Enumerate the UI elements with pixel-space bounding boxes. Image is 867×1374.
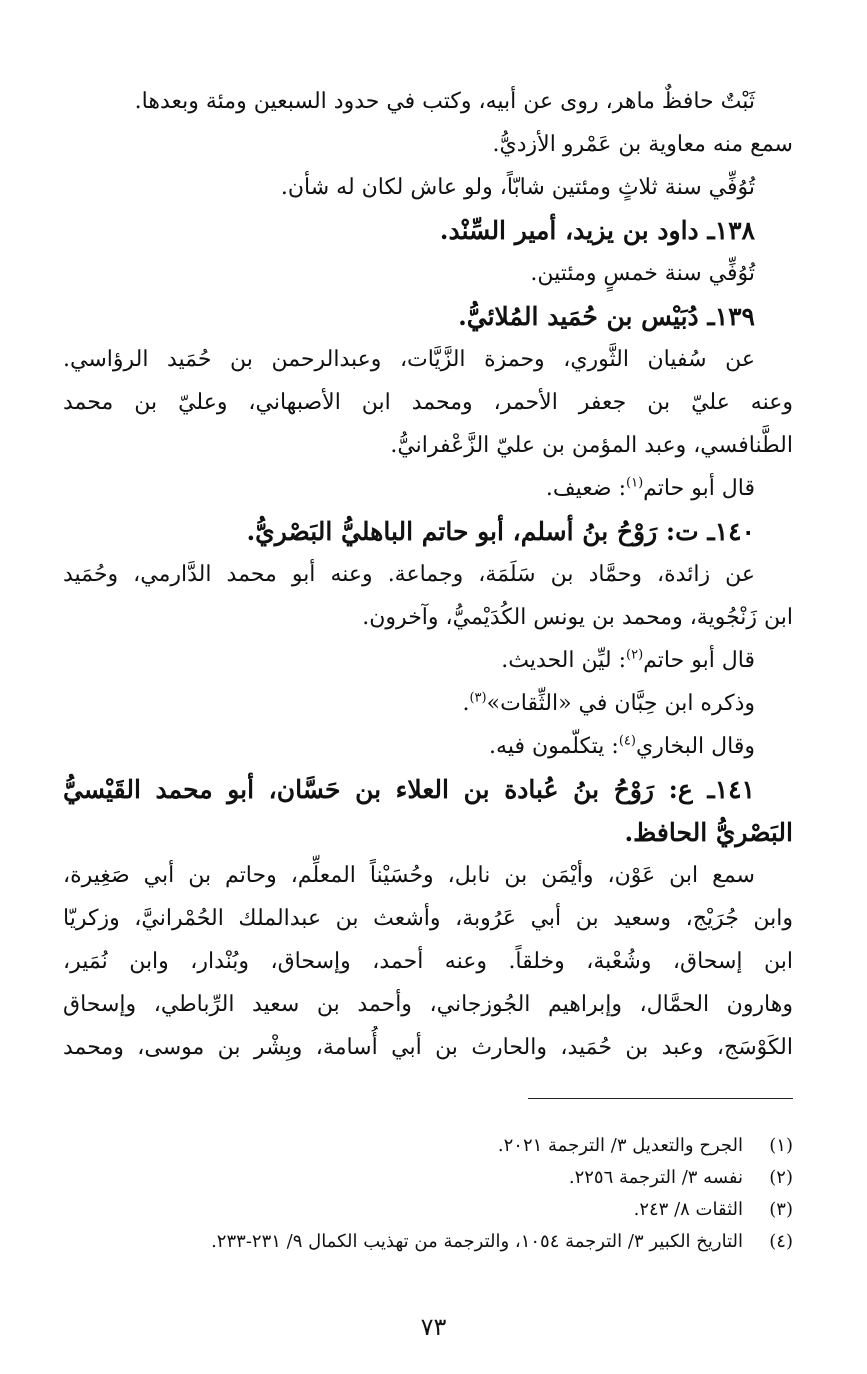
footnote — [33, 1226, 793, 1258]
footnote-number: (٣) — [769, 1199, 793, 1220]
line-text: ابن إسحاق، وشُعْبة، وخلقاً. وعنه أحمد، وإسحاق، وبُنْدار، وابن نُمَير، — [63, 949, 793, 974]
footnote-separator — [528, 1098, 793, 1099]
entry-heading — [63, 510, 793, 553]
line-text: ١٤٠ـ ت: رَوْحُ بنُ أسلم، أبو حاتم الباهليُّ البَصْريُّ. — [246, 517, 755, 546]
text-line — [63, 338, 793, 381]
line-text: وهارون الحمَّال، وإبراهيم الجُوزجاني، وأحمد بن سعيد الرِّباطي، وإسحاق — [63, 992, 793, 1017]
footnote — [33, 1162, 793, 1194]
text-line — [63, 725, 793, 768]
footnote-text: نفسه ٣/ الترجمة ٢٢٥٦. — [568, 1167, 743, 1188]
line-text: البَصْريُّ الحافظ. — [624, 818, 793, 847]
line-text: ابن زَنْجُوية، ومحمد بن يونس الكُدَيْميُّ، وآخرون. — [362, 605, 793, 630]
text-line — [63, 854, 793, 897]
entry-heading — [63, 768, 793, 811]
line-text: تُوُفِّي سنة ثلاثٍ ومئتين شابّاً، ولو عاش لكان له شأن. — [280, 175, 755, 200]
line-text: ١٤١ـ ع: رَوْحُ بنُ عُبادة بن العلاء بن حَسَّان، أبو محمد القَيْسيُّ — [63, 775, 755, 804]
footnote-text: التاريخ الكبير ٣/ الترجمة ١٠٥٤، والترجمة من تهذيب الكمال ٩/ ٢٣١-٢٣٣. — [211, 1231, 743, 1252]
line-text: تُوُفِّي سنة خمسٍ ومئتين. — [530, 261, 755, 286]
line-text-after: . — [462, 691, 470, 716]
text-line — [63, 639, 793, 682]
text-line — [63, 596, 793, 639]
text-line — [63, 80, 793, 123]
line-text: عن زائدة، وحمَّاد بن سَلَمَة، وجماعة. وعنه أبو محمد الدَّارمي، وحُمَيد — [63, 562, 755, 587]
text-line — [63, 1026, 793, 1069]
line-text: عن سُفيان الثَّوري، وحمزة الزَّيَّات، وعبدالرحمن بن حُمَيد الرؤاسي. — [63, 347, 755, 372]
line-text: وابن جُرَيْج، وسعيد بن أبي عَرُوبة، وأشعث بن عبدالملك الحُمْرانيَّ، وزكريّا — [63, 906, 793, 931]
line-text: وعنه عليّ بن جعفر الأحمر، ومحمد ابن الأصبهاني، وعليّ بن محمد — [63, 390, 793, 415]
text-line — [63, 897, 793, 940]
entry-heading — [63, 295, 793, 338]
footnote-ref: (٤) — [618, 733, 636, 749]
line-text: وقال البخاري — [635, 734, 755, 759]
footnote-text: الجرح والتعديل ٣/ الترجمة ٢٠٢١. — [497, 1135, 743, 1156]
text-line — [63, 252, 793, 295]
text-line — [63, 467, 793, 510]
entry-heading — [63, 209, 793, 252]
footnote-ref: (١) — [626, 475, 644, 491]
text-line — [63, 123, 793, 166]
line-text-after: : يتكلّمون فيه. — [489, 734, 619, 759]
text-line — [63, 381, 793, 424]
text-line — [63, 166, 793, 209]
footnote — [33, 1130, 793, 1162]
footnotes — [33, 1130, 793, 1258]
line-text: ١٣٨ـ داود بن يزيد، أمير السِّنْد. — [439, 216, 755, 245]
text-line — [63, 940, 793, 983]
footnote-ref: (٢) — [626, 647, 644, 663]
line-text: ١٣٩ـ دُبَيْس بن حُمَيد المُلائيُّ. — [458, 302, 755, 331]
footnote-text: الثقات ٨/ ٢٤٣. — [633, 1199, 743, 1220]
line-text: سمع منه معاوية بن عَمْرو الأزديُّ. — [492, 132, 793, 157]
text-line — [63, 983, 793, 1026]
footnote-number: (١) — [769, 1135, 793, 1156]
line-text: قال أبو حاتم — [643, 476, 755, 501]
line-text-after: : ضعيف. — [545, 476, 626, 501]
page-number: ٧٣ — [420, 1313, 447, 1341]
text-line — [63, 682, 793, 725]
line-text-after: : ليِّن الحديث. — [501, 648, 626, 673]
footnote-ref: (٣) — [469, 690, 487, 706]
main-text — [63, 80, 793, 1069]
text-line — [63, 424, 793, 467]
footnote — [33, 1194, 793, 1226]
line-text: ثَبْتٌ حافظٌ ماهر، روى عن أبيه، وكتب في حدود السبعين ومئة وبعدها. — [134, 89, 755, 114]
line-text: قال أبو حاتم — [643, 648, 755, 673]
line-text: الكَوْسَج، وعبد بن حُمَيد، والحارث بن أبي أُسامة، وبِشْر بن موسى، ومحمد — [63, 1035, 793, 1060]
footnote-number: (٢) — [769, 1167, 793, 1188]
text-line — [63, 553, 793, 596]
footnote-number: (٤) — [769, 1231, 793, 1252]
entry-heading — [63, 811, 793, 854]
line-text: سمع ابن عَوْن، وأيْمَن بن نابل، وحُسَيْناً المعلِّم، وحاتم بن أبي صَغِيرة، — [63, 863, 755, 888]
line-text: وذكره ابن حِبَّان في «الثِّقات» — [486, 691, 755, 716]
line-text: الطَّنافسي، وعبد المؤمن بن عليّ الزَّعْفرانيُّ. — [390, 433, 793, 458]
